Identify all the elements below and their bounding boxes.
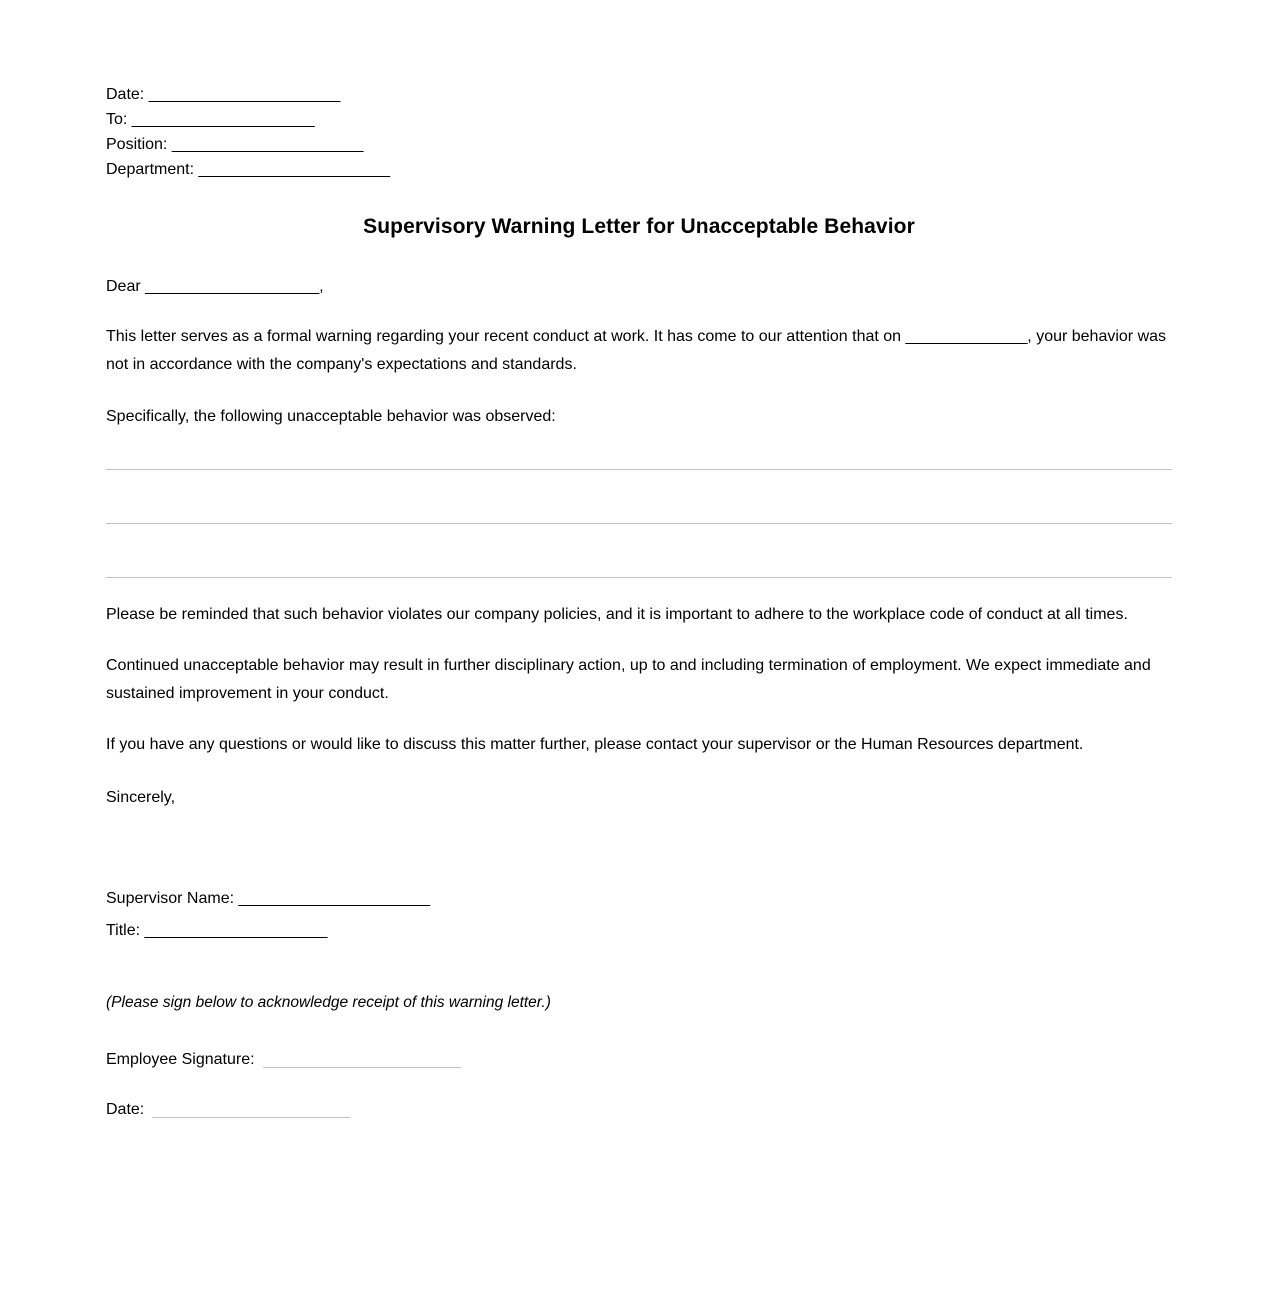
header-field-to-label: To: [106, 111, 128, 128]
body-paragraph-4: Continued unacceptable behavior may result in further disciplinary action, up to and including termination of employment. We expect immediate and sustained improvement in your conduct. [106, 657, 1151, 702]
header-field-date-label: Date: [106, 86, 145, 103]
write-in-lines [106, 469, 1172, 578]
body-paragraph-5: If you have any questions or would like to discuss this matter further, please contact your supervisor or the Human Resources department. [106, 736, 1084, 753]
header-field-to [106, 107, 1172, 132]
supervisor-name-label: Supervisor Name: [106, 890, 235, 907]
page-title: Supervisory Warning Letter for Unacceptable Behavior [363, 215, 915, 238]
supervisor-title-label: Title: [106, 922, 141, 939]
write-in-line-3[interactable] [106, 577, 1172, 578]
write-in-line-2[interactable] [106, 523, 1172, 524]
body-paragraph-1 [106, 323, 1172, 379]
acknowledgement-note: (Please sign below to acknowledge receipt of this warning letter.) [106, 994, 551, 1011]
body-paragraph-2: Specifically, the following unacceptable behavior was observed: [106, 408, 556, 425]
supervisor-name-field [106, 883, 1172, 915]
employee-date-input[interactable] [152, 1117, 350, 1118]
salutation-punctuation: , [319, 278, 324, 295]
header-field-position [106, 132, 1172, 157]
header-field-to-blank[interactable]: _____________________ [131, 111, 315, 128]
employee-date-field [106, 1095, 1172, 1121]
employee-signature-field [106, 1045, 1172, 1071]
header-field-position-label: Position: [106, 136, 168, 153]
employee-signature-label: Employee Signature: [106, 1051, 255, 1068]
header-field-department [106, 157, 1172, 182]
supervisor-signature-fields [106, 883, 1172, 947]
header-field-position-blank[interactable]: ______________________ [171, 136, 364, 153]
header-fields [106, 82, 1172, 182]
write-in-line-1[interactable] [106, 469, 1172, 470]
acknowledgement-fields [106, 1045, 1172, 1121]
closing-salutation: Sincerely, [106, 789, 176, 806]
employee-signature-input[interactable] [263, 1067, 461, 1068]
body-paragraph-3: Please be reminded that such behavior violates our company policies, and it is important to adhere to the workplace code of conduct at all times. [106, 606, 1128, 623]
salutation-label: Dear [106, 278, 141, 295]
body-paragraph-1-part-1: This letter serves as a formal warning regarding your recent conduct at work. It has come to our attention that on [106, 328, 902, 345]
salutation [106, 274, 1172, 300]
header-field-department-label: Department: [106, 161, 195, 178]
header-field-department-blank[interactable]: ______________________ [198, 161, 390, 178]
header-field-date-blank[interactable]: ______________________ [148, 86, 341, 103]
header-field-date [106, 82, 1172, 107]
supervisor-name-blank[interactable]: ______________________ [238, 890, 430, 907]
letter-content [106, 82, 1172, 1121]
employee-date-label: Date: [106, 1101, 145, 1118]
salutation-blank[interactable]: ____________________ [145, 278, 320, 295]
supervisor-title-blank[interactable]: _____________________ [144, 922, 328, 939]
body-paragraph-1-part-2: , your behavior was not in accordance with the company's expectations and standards. [106, 328, 1167, 373]
supervisor-title-field [106, 915, 1172, 947]
body-paragraph-1-blank[interactable]: ______________ [905, 328, 1028, 345]
